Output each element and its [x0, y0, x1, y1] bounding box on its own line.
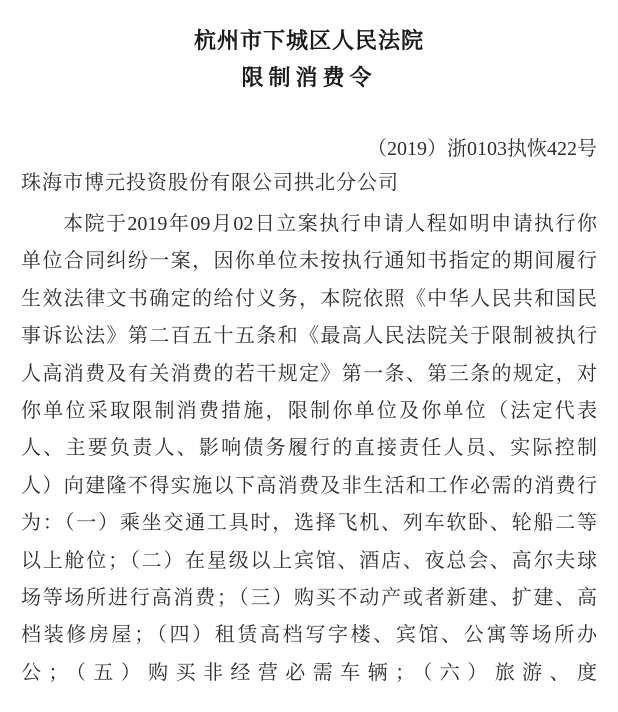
- body-line: 档装修房屋；（四）租赁高档写字楼、宾馆、公寓等场所办: [21, 624, 597, 647]
- case-number: （2019）浙0103执恢422号: [367, 138, 597, 160]
- body-line: 单位合同纠纷一案，因你单位未按执行通知书指定的期间履行: [21, 250, 597, 273]
- body-line: 生效法律文书确定的给付义务，本院依照《中华人民共和国民: [21, 287, 597, 310]
- body-line: 你单位采取限制消费措施，限制你单位及你单位（法定代表: [21, 400, 597, 423]
- body-line: 人高消费及有关消费的若干规定》第一条、第三条的规定，对: [21, 362, 597, 385]
- body-line: 人）向建隆不得实施以下高消费及非生活和工作必需的消费行: [21, 474, 597, 497]
- body-line: 公；（五）购买非经营必需车辆；（六）旅游、度: [21, 661, 597, 684]
- document-body: [21, 206, 597, 692]
- body-line: 场等场所进行高消费；（三）购买不动产或者新建、扩建、高: [21, 587, 597, 610]
- body-line: 事诉讼法》第二百五十五条和《最高人民法院关于限制被执行: [21, 325, 597, 348]
- document-title: 限制消费令: [241, 65, 377, 90]
- body-line: 以上舱位；（二）在星级以上宾馆、酒店、夜总会、高尔夫球: [21, 549, 597, 572]
- addressee-company: 珠海市博元投资股份有限公司拱北分公司: [21, 172, 399, 194]
- court-name: 杭州市下城区人民法院: [193, 28, 424, 53]
- body-line: 人、主要负责人、影响债务履行的直接责任人员、实际控制: [21, 437, 597, 460]
- body-line: 本院于2019年09月02日立案执行申请人程如明申请执行你: [63, 213, 597, 235]
- body-line: 为：（一）乘坐交通工具时，选择飞机、列车软卧、轮船二等: [21, 512, 597, 535]
